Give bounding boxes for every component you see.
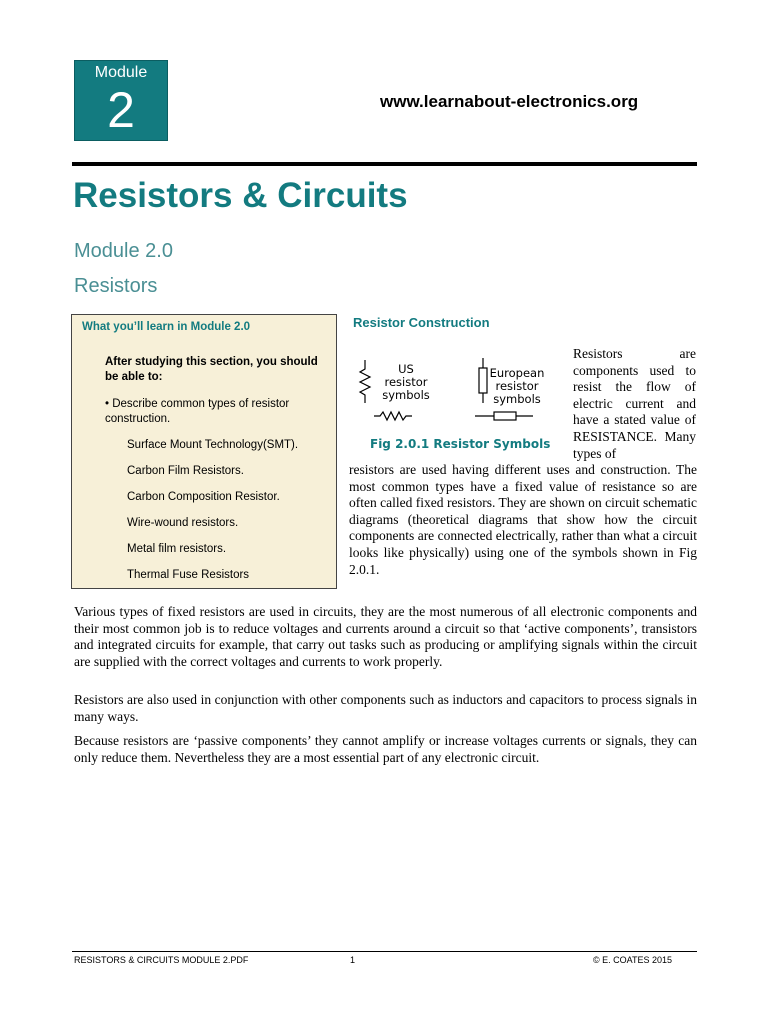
us-label-line: resistor (384, 375, 428, 389)
learning-objectives-box (71, 314, 337, 589)
us-resistor-symbol-vertical (360, 360, 370, 403)
us-label-line: symbols (382, 388, 430, 402)
eu-label-line: resistor (495, 379, 539, 393)
section-subtitle: Resistors (74, 275, 158, 297)
footer-document-name: RESISTORS & CIRCUITS MODULE 2.PDF (74, 955, 249, 965)
learn-item: Carbon Composition Resistor. (127, 491, 280, 503)
learn-box-bullet: • Describe common types of resistor construction. (105, 398, 290, 425)
learn-box-heading: What you’ll learn in Module 2.0 (82, 321, 251, 333)
construction-heading: Resistor Construction (353, 315, 490, 330)
footer-divider (72, 951, 697, 952)
page-title: Resistors & Circuits (73, 176, 408, 215)
header-divider (72, 162, 697, 166)
module-badge (74, 60, 168, 141)
figure-caption: Fig 2.0.1 Resistor Symbols (370, 437, 551, 451)
module-number: 2 (107, 82, 135, 138)
us-label-line: US (398, 362, 414, 376)
learn-box-intro: After studying this section, you should be able to: (105, 356, 318, 383)
eu-label-line: symbols (493, 392, 541, 406)
footer-page-number: 1 (350, 955, 356, 965)
site-url[interactable]: www.learnabout-electronics.org (380, 92, 639, 111)
us-resistor-symbol-horizontal (374, 412, 412, 420)
footer-copyright: © E. COATES 2015 (593, 955, 672, 965)
eu-label-line: European (489, 366, 545, 380)
construction-wrap-text: resistors are used having different uses and construction. The most common types have a fixed value of resistance so are often called fixed resistors. They are shown on circuit schematic diagrams (theoretical diagrams that show how the circuit components are connected electrically, rather than what a circuit looks like physically) using one of the symbols shown in Fig 2.0.1. (349, 462, 697, 577)
learn-item: Surface Mount Technology(SMT). (127, 439, 299, 451)
learn-item: Wire-wound resistors. (127, 517, 239, 529)
learn-item: Carbon Film Resistors. (127, 465, 244, 477)
body-paragraph-1: Various types of fixed resistors are used in circuits, they are the most numerous of all electronic components and their most common job is to reduce voltages and currents around a circuit so that ‘active components’, transistors and integrated circuits for example, that carry out tasks such as producing or amplifying signals within the circuit are supplied with the correct voltages and currents to work properly. (74, 604, 697, 669)
resistor-symbols-figure (350, 355, 560, 431)
construction-side-text: Resistors are components used to resist the flow of electric current and have a stated value of RESISTANCE. Many types of (573, 346, 696, 461)
body-paragraph-2: Resistors are also used in conjunction with other components such as inductors and capacitors to process signals in many ways. (74, 692, 697, 724)
body-paragraph-3: Because resistors are ‘passive components’ they cannot amplify or increase voltages currents or signals, they can only reduce them. Nevertheless they are a most essential part of any electronic circuit. (74, 733, 697, 765)
eu-resistor-symbol-horizontal (494, 412, 516, 420)
learn-item: Metal film resistors. (127, 543, 227, 555)
module-subtitle: Module 2.0 (74, 240, 173, 262)
module-label: Module (94, 64, 148, 81)
learn-item: Thermal Fuse Resistors (127, 569, 250, 581)
